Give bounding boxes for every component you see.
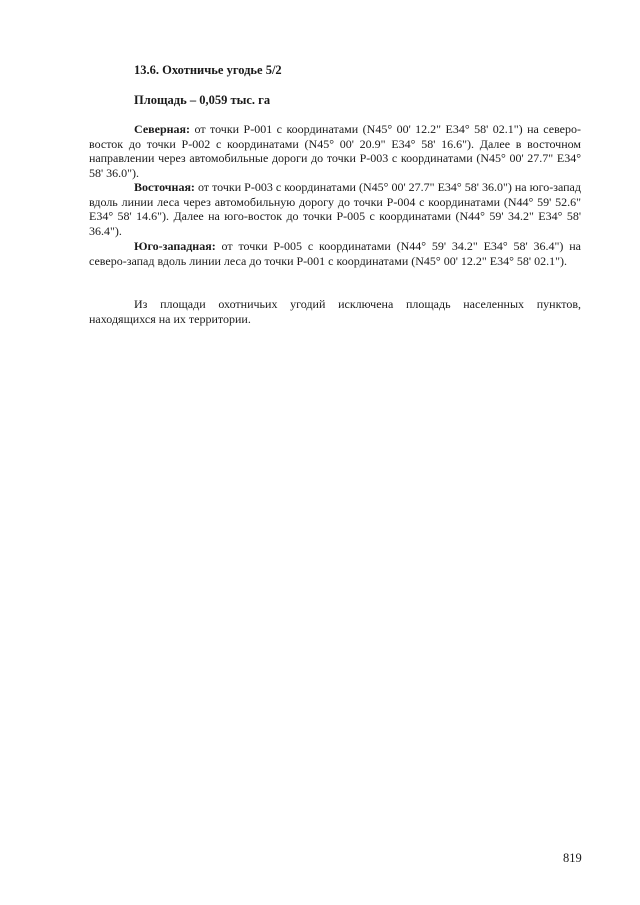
area-line: Площадь – 0,059 тыс. га bbox=[134, 93, 271, 107]
boundary-east-text: от точки Р-003 с координатами (N45° 00' 27.7" E34° 58' 36.0") на юго-запад вдоль линии леса через автомобильную дорогу до точки Р-004 с координатами (N44° 59' 52.6" E34° 58' 14.6"). Далее на юго-восток до точки Р-005 с координатами (N44° 59' 34.2" E34° 58' 36.4"). bbox=[89, 180, 581, 238]
boundary-southwest-text: от точки Р-005 с координатами (N44° 59' 34.2" E34° 58' 36.4") на северо-запад вдоль линии леса до точки Р-001 с координатами (N45° 00' 12.2" E34° 58' 02.1"). bbox=[89, 239, 581, 268]
boundary-north-label: Северная: bbox=[134, 122, 191, 136]
boundary-southwest-paragraph bbox=[89, 239, 581, 268]
exclusion-note: Из площади охотничьих угодий исключена площадь населенных пунктов, находящихся на их территории. bbox=[89, 297, 581, 326]
boundary-east-paragraph bbox=[89, 180, 581, 238]
page-number: 819 bbox=[563, 851, 582, 865]
section-title: 13.6. Охотничье угодье 5/2 bbox=[134, 63, 282, 77]
boundary-north-paragraph bbox=[89, 122, 581, 180]
boundary-southwest-label: Юго-западная: bbox=[134, 239, 216, 253]
boundary-east-label: Восточная: bbox=[134, 180, 195, 194]
boundary-north-text: от точки Р-001 с координатами (N45° 00' 12.2" E34° 58' 02.1") на северо-восток до точки Р-002 с координатами (N45° 00' 20.9" E34° 58' 16.6"). Далее в восточном направлении через автомобильные дороги до точки Р-003 с координатами (N45° 00' 27.7" E34° 58' 36.0"). bbox=[89, 122, 581, 180]
